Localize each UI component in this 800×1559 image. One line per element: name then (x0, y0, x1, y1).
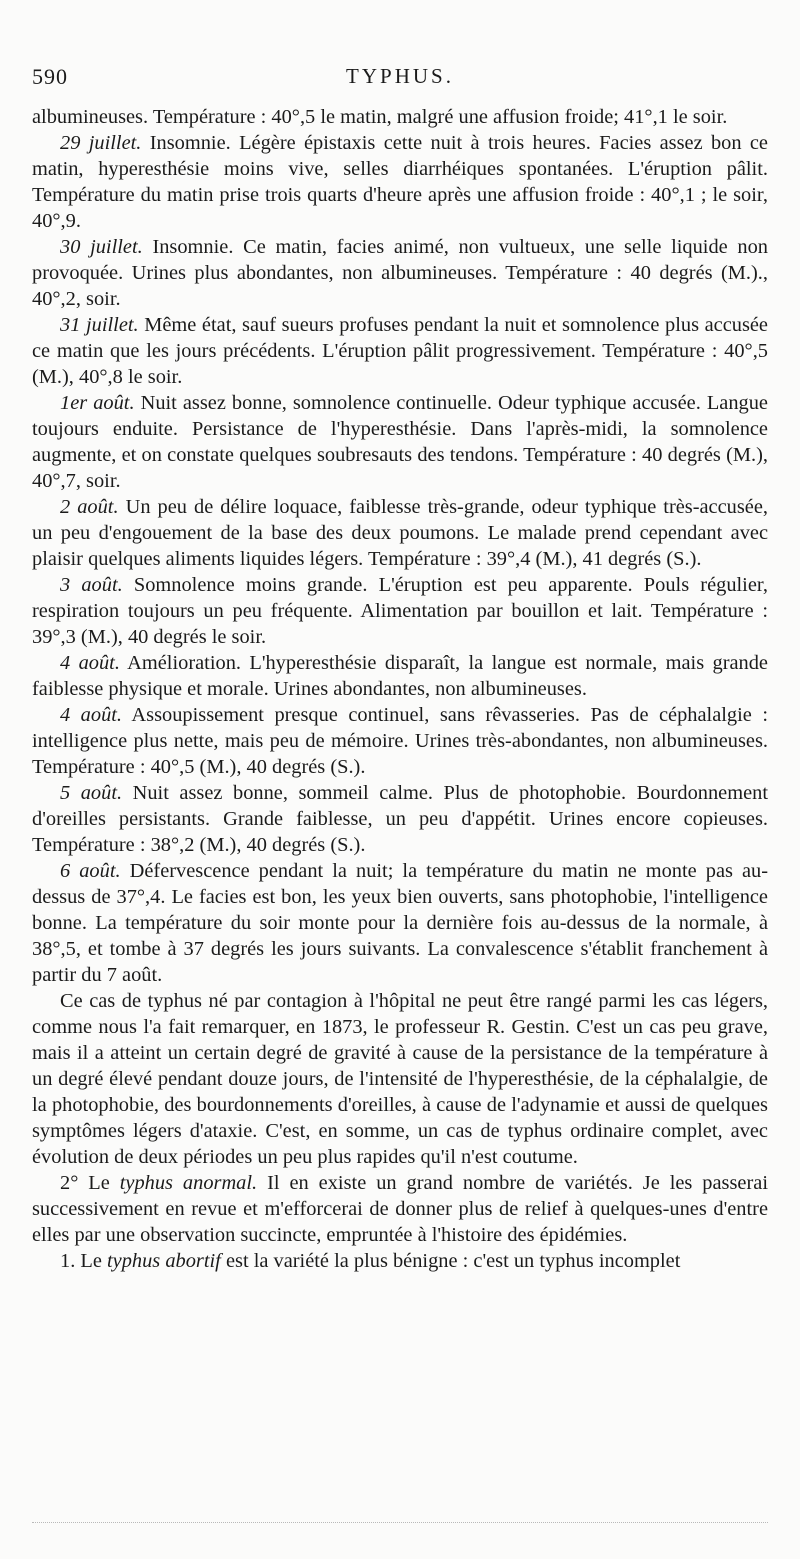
entry-date: 29 juillet. (60, 132, 142, 154)
italic-term: typhus anormal. (119, 1172, 258, 1194)
entry-date: 2 août. (60, 496, 119, 518)
entry-text: Insomnie. Ce matin, facies animé, non vultueux, une selle liquide non provoquée. Urines plus abondantes, non albumineuses. Température : 40 degrés (M.)., 40°,2, soir. (32, 236, 768, 310)
running-head: TYPHUS. (346, 64, 454, 88)
entry-date: 3 août. (60, 574, 123, 596)
commentary-paragraph (32, 988, 768, 1170)
paragraph-text: albumineuses. Température : 40°,5 le matin, malgré une affusion froide; 41°,1 le soir. (32, 106, 728, 128)
diary-entry (32, 858, 768, 988)
diary-entry (32, 780, 768, 858)
page-body (32, 104, 768, 1274)
entry-text: Défervescence pendant la nuit; la température du matin ne monte pas au-dessus de 37°,4. Le facies est bon, les yeux bien ouverts, sans photophobie, l'intelligence bonne. La température du soir monte pour la dernière fois au-dessus de la normale, à 38°,5, et tombe à 37 degrés les jours suivants. La convalescence s'établit franchement à partir du 7 août. (32, 860, 768, 986)
entry-date: 4 août. (60, 704, 123, 726)
entry-date: 30 juillet. (60, 236, 143, 258)
continuation-paragraph (32, 104, 768, 130)
paragraph-text: Il en existe un grand nombre de variétés. Je les passerai successivement en revue et m'efforcerai de donner plus de relief à quelques-unes d'entre elles par une observation succincte, empruntée à l'histoire des épidémies. (32, 1172, 768, 1246)
diary-entry (32, 390, 768, 494)
bottom-rule (32, 1522, 768, 1525)
entry-text: Même état, sauf sueurs profuses pendant la nuit et somnolence plus accusée ce matin que les jours précédents. L'éruption pâlit progressivement. Température : 40°,5 (M.), 40°,8 le soir. (32, 314, 768, 388)
diary-entry (32, 702, 768, 780)
entry-date: 5 août. (60, 782, 123, 804)
entry-text: Insomnie. Légère épistaxis cette nuit à trois heures. Facies assez bon ce matin, hyperesthésie moins vive, selles diarrhéiques spontanées. L'éruption pâlit. Température du matin prise trois quarts d'heure après une affusion froide : 40°,1 ; le soir, 40°,9. (32, 132, 768, 232)
page-number: 590 (32, 64, 68, 89)
diary-entry (32, 312, 768, 390)
entry-text: Nuit assez bonne, somnolence continuelle. Odeur typhique accusée. Langue toujours enduite. Persistance de l'hyperesthésie. Dans l'après-midi, la somnolence augmente, et on constate quelques soubresauts des tendons. Température : 40 degrés (M.), 40°,7, soir. (32, 392, 768, 492)
diary-entry (32, 650, 768, 702)
diary-entry (32, 234, 768, 312)
section-paragraph (32, 1170, 768, 1248)
italic-term: typhus abortif (107, 1250, 221, 1272)
entry-text: Somnolence moins grande. L'éruption est peu apparente. Pouls régulier, respiration toujours un peu fréquente. Alimentation par bouillon et lait. Température : 39°,3 (M.), 40 degrés le soir. (32, 574, 768, 648)
entry-text: Amélioration. L'hyperesthésie disparaît, la langue est normale, mais grande faiblesse physique et morale. Urines abondantes, non albumineuses. (32, 652, 768, 700)
entry-text: Un peu de délire loquace, faiblesse très-grande, odeur typhique très-accusée, un peu d'engouement de la base des deux poumons. Le malade prend cependant avec plaisir quelques aliments liquides légers. Température : 39°,4 (M.), 41 degrés (S.). (32, 496, 768, 570)
entry-date: 6 août. (60, 860, 121, 882)
entry-date: 31 juillet. (60, 314, 139, 336)
section-paragraph (32, 1248, 768, 1274)
entry-date: 1er août. (60, 392, 135, 414)
paragraph-text: est la variété la plus bénigne : c'est un typhus incomplet (220, 1250, 681, 1272)
paragraph-text: 1. Le (60, 1250, 107, 1272)
paragraph-text: 2° Le (60, 1172, 120, 1194)
entry-date: 4 août. (60, 652, 120, 674)
page-header (32, 64, 768, 94)
paragraph-text: Ce cas de typhus né par contagion à l'hôpital ne peut être rangé parmi les cas légers, comme nous l'a fait remarquer, en 1873, le professeur R. Gestin. C'est un cas peu grave, mais il a atteint un certain degré de gravité à cause de la persistance de la température à un degré élevé pendant douze jours, de l'intensité de l'hyperesthésie, de la céphalalgie, de la photophobie, des bourdonnements d'oreilles, à cause de l'adynamie et aussi de quelques symptômes légers d'ataxie. C'est, en somme, un cas de typhus ordinaire complet, avec évolution de deux périodes un peu plus rapides qu'il n'est coutume. (32, 990, 768, 1168)
diary-entry (32, 130, 768, 234)
entry-text: Assoupissement presque continuel, sans rêvasseries. Pas de céphalalgie : intelligence plus nette, mais peu de mémoire. Urines très-abondantes, non albumineuses. Température : 40°,5 (M.), 40 degrés (S.). (32, 704, 768, 778)
diary-entry (32, 572, 768, 650)
diary-entry (32, 494, 768, 572)
entry-text: Nuit assez bonne, sommeil calme. Plus de photophobie. Bourdonnement d'oreilles persistants. Grande faiblesse, un peu d'appétit. Urines encore copieuses. Température : 38°,2 (M.), 40 degrés (S.). (32, 782, 768, 856)
